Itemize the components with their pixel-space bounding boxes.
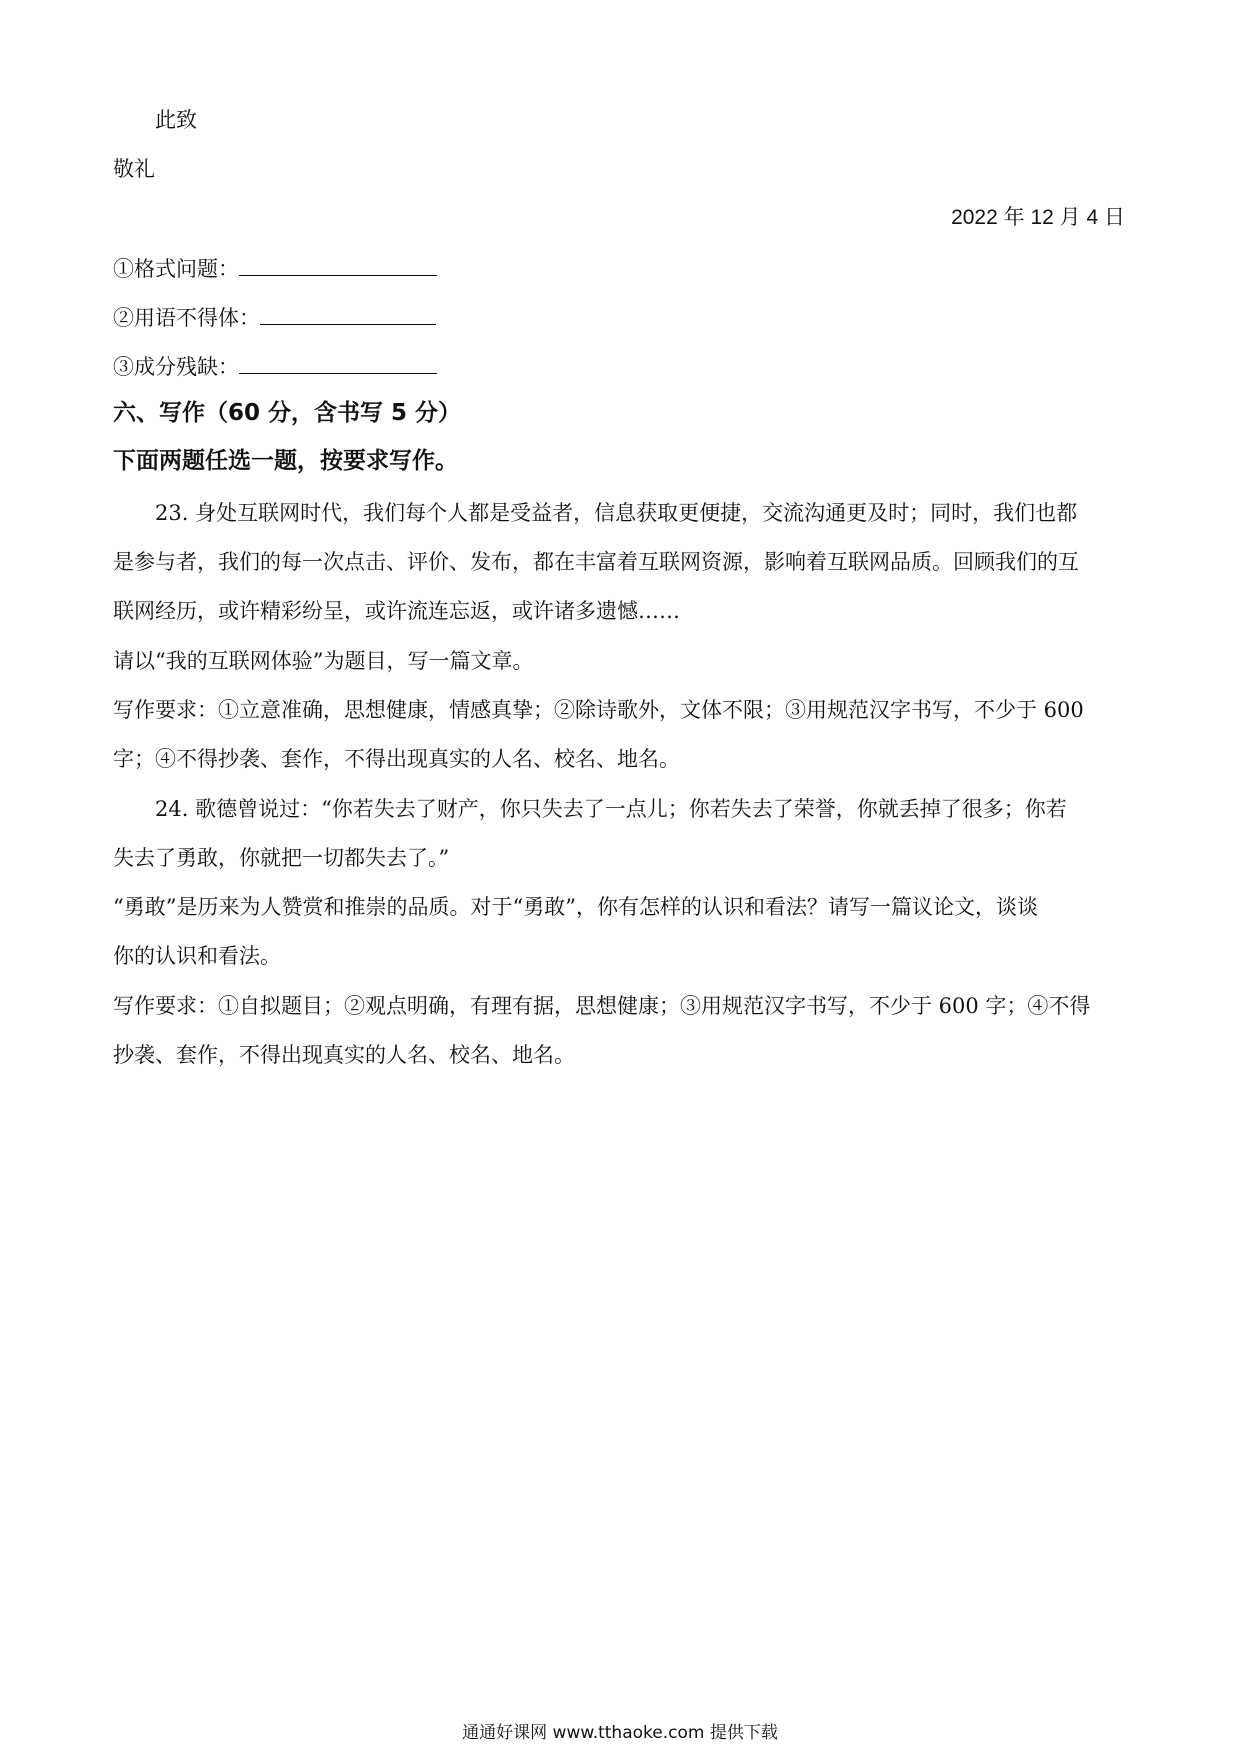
q23-line-2: 是参与者，我们的每一次点击、评价、发布，都在丰富着互联网资源，影响着互联网品质。回顾我们的互 (113, 550, 1079, 574)
q23-requirement-1: 写作要求：①立意准确，思想健康，情感真挚；②除诗歌外，文体不限；③用规范汉字书写，不少于 600 (113, 698, 1084, 722)
q23-prompt: 请以“我的互联网体验”为题目，写一篇文章。 (113, 649, 534, 673)
section-instruction: 下面两题任选一题，按要求写作。 (113, 448, 458, 474)
answer-blank-component[interactable] (239, 351, 437, 374)
fill-item-format (113, 253, 437, 283)
letter-date: 2022 年 12 月 4 日 (951, 206, 1125, 229)
answer-blank-wording[interactable] (260, 302, 436, 325)
answer-blank-format[interactable] (239, 253, 437, 276)
q24-requirement-1: 写作要求：①自拟题目；②观点明确，有理有据，思想健康；③用规范汉字书写，不少于 600 字；④不得 (113, 994, 1091, 1018)
q23-line-1: 23. 身处互联网时代，我们每个人都是受益者，信息获取更便捷，交流沟通更及时；同时，我们也都 (155, 501, 1078, 525)
fill-label-component: ③成分残缺： (113, 355, 239, 379)
fill-item-wording (113, 302, 436, 332)
q23-line-3: 联网经历，或许精彩纷呈，或许流连忘返，或许诸多遗憾…… (113, 599, 680, 623)
letter-closing-1: 此致 (155, 108, 197, 132)
section-title: 六、写作（60 分，含书写 5 分） (113, 400, 462, 426)
page-footer: 通通好课网 www.tthaoke.com 提供下载 (462, 1723, 778, 1743)
q24-prompt-2: 你的认识和看法。 (113, 944, 281, 968)
q23-requirement-2: 字；④不得抄袭、套作，不得出现真实的人名、校名、地名。 (113, 747, 680, 771)
q24-requirement-2: 抄袭、套作，不得出现真实的人名、校名、地名。 (113, 1043, 575, 1067)
fill-label-wording: ②用语不得体： (113, 306, 260, 330)
q24-prompt-1: “勇敢”是历来为人赞赏和推崇的品质。对于“勇敢”，你有怎样的认识和看法？请写一篇议论文，谈谈 (113, 895, 1038, 919)
q24-line-1: 24. 歌德曾说过：“你若失去了财产，你只失去了一点儿；你若失去了荣誉，你就丢掉了很多；你若 (155, 797, 1067, 821)
fill-item-component (113, 351, 437, 381)
fill-label-format: ①格式问题： (113, 257, 239, 281)
letter-closing-2: 敬礼 (113, 157, 155, 181)
q24-line-2: 失去了勇敢，你就把一切都失去了。” (113, 846, 450, 870)
